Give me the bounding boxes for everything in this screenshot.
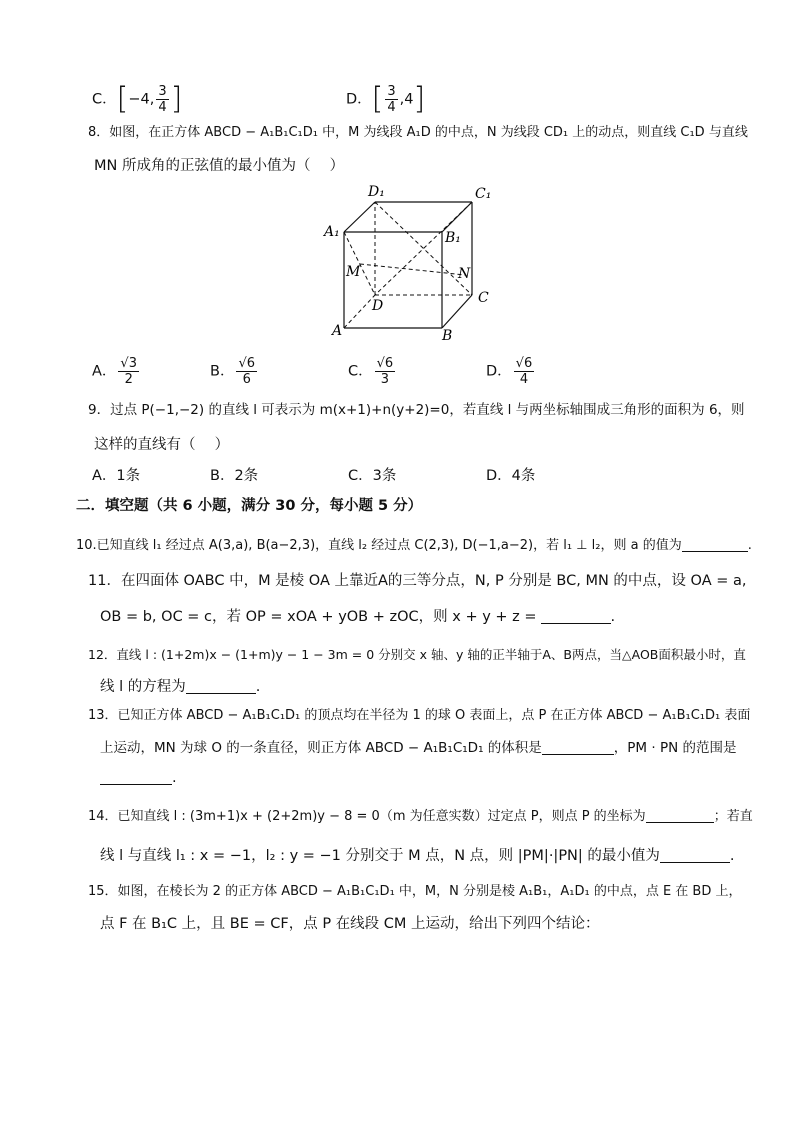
section-heading-fill-in: 二．填空题（共 6 小题，满分 30 分，每小题 5 分） xyxy=(76,498,423,514)
edge-D1-A1 xyxy=(344,202,375,232)
label-A: A xyxy=(332,323,343,339)
q14-answer-blank-2[interactable] xyxy=(660,846,730,863)
cube-figure xyxy=(320,180,500,345)
label-B1: B₁ xyxy=(445,230,461,246)
q7-option-c: C．[−4, $\frac{3}{4}$ ] xyxy=(92,81,183,117)
q10-stem: 10.已知直线 l₁ 经过点 A(3,a), B(a−2,3)，直线 l₂ 经过点 C(2,3), D(−1,a−2)，若 l₁ ⊥ l₂，则 a 的值为 . xyxy=(76,535,752,556)
q11-stem-line1: 11．在四面体 OABC 中，M 是棱 OA 上靠近A的三等分点，N, P 分别是 BC, MN 的中点，设 OA = a, xyxy=(88,573,747,589)
q9-stem-line2: 这样的直线有（ ） xyxy=(94,437,230,453)
q13-stem-line2: 上运动，MN 为球 O 的一条直径，则正方体 ABCD − A₁B₁C₁D₁ 的体积是 ，PM · PN 的范围是 xyxy=(100,740,737,756)
label-A1: A₁ xyxy=(324,224,340,240)
q15-stem-line1: 15．如图，在棱长为 2 的正方体 ABCD − A₁B₁C₁D₁ 中，M，N 分别是棱 A₁B₁，A₁D₁ 的中点，点 E 在 BD 上， xyxy=(88,884,742,899)
q14-answer-blank-1[interactable] xyxy=(646,806,714,823)
q7-option-d: D．[ $\frac{3}{4}$ ,4] xyxy=(346,81,426,117)
q11-answer-blank[interactable] xyxy=(541,607,611,624)
q8-option-b: B． $\frac{√6}{6}$ xyxy=(210,356,256,387)
q14-stem-line2: 线 l 与直线 l₁ : x = −1，l₂ : y = −1 分别交于 M 点，N 点，则 |PM|·|PN| 的最小值为 . xyxy=(100,848,735,864)
q10-answer-blank[interactable] xyxy=(682,535,748,552)
label-D: D xyxy=(372,298,384,314)
q11-stem-line2: OB = b, OC = c，若 OP = xOA + yOB + zOC，则 x + y + z = . xyxy=(100,609,616,625)
q9-option-c: C．3条 xyxy=(348,468,397,484)
q12-answer-blank[interactable] xyxy=(186,677,256,694)
label-C: C xyxy=(478,290,489,306)
q8-option-c: C． $\frac{√6}{3}$ xyxy=(348,356,394,387)
label-N: N xyxy=(458,266,471,282)
q8-stem-line1: 8．如图，在正方体 ABCD − A₁B₁C₁D₁ 中，M 为线段 A₁D 的中点，N 为线段 CD₁ 上的动点，则直线 C₁D 与直线 xyxy=(88,125,748,140)
label-B: B xyxy=(442,328,453,344)
label-C1: C₁ xyxy=(475,186,492,202)
q8-option-a: A． $\frac{√3}{2}$ xyxy=(92,356,137,387)
q13-answer-blank-1[interactable] xyxy=(542,738,614,755)
q9-option-a: A．1条 xyxy=(92,468,141,484)
q12-stem-line1: 12．直线 l : (1+2m)x − (1+m)y − 1 − 3m = 0 分别交 x 轴、y 轴的正半轴于A、B两点，当△AOB面积最小时，直 xyxy=(88,647,746,662)
edge-A-D xyxy=(344,295,375,328)
q12-stem-line2: 线 l 的方程为 . xyxy=(100,679,261,695)
q8-option-d: D． $\frac{√6}{4}$ xyxy=(486,356,533,387)
edge-B-C xyxy=(442,295,472,328)
q13-answer-blank-2[interactable] xyxy=(100,768,172,785)
q13-stem-line3: . xyxy=(100,768,177,788)
q14-stem-line1: 14．已知直线 l : (3m+1)x + (2+2m)y − 8 = 0（m 为任意实数）过定点 P，则点 P 的坐标为 ；若直 xyxy=(88,806,753,827)
q8-stem-line2: MN 所成角的正弦值的最小值为（ ） xyxy=(94,158,345,174)
label-M: M xyxy=(346,264,361,280)
q9-option-b: B．2条 xyxy=(210,468,259,484)
q9-stem-line1: 9．过点 P(−1,−2) 的直线 l 可表示为 m(x+1)+n(y+2)=0，若直线 l 与两坐标轴围成三角形的面积为 6，则 xyxy=(88,402,745,418)
q9-option-d: D．4条 xyxy=(486,468,536,484)
segment-M-N xyxy=(360,264,465,275)
label-D1: D₁ xyxy=(368,184,385,200)
q13-stem-line1: 13．已知正方体 ABCD − A₁B₁C₁D₁ 的顶点均在半径为 1 的球 O 表面上，点 P 在正方体 ABCD − A₁B₁C₁D₁ 表面 xyxy=(88,708,751,723)
q15-stem-line2: 点 F 在 B₁C 上，且 BE = CF，点 P 在线段 CM 上运动，给出下列四个结论： xyxy=(100,916,600,932)
